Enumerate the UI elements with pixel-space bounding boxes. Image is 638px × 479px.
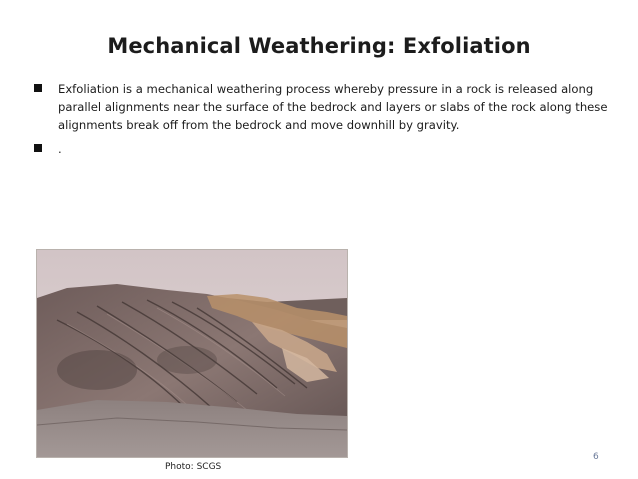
square-bullet-icon [34, 84, 42, 92]
bullet-item [34, 140, 614, 158]
page-number: 6 [593, 452, 599, 462]
bullet-text: . [58, 142, 62, 156]
square-bullet-icon [34, 144, 42, 152]
bullet-text: Exfoliation is a mechanical weathering process whereby pressure in a rock is released along parallel alignments near the surface of the bedrock and layers or slabs of the rock along these alignments break off from the bedrock and move downhill by gravity. [58, 82, 608, 132]
slide-title: Mechanical Weathering: Exfoliation [107, 34, 531, 58]
photo-caption: Photo: SCGS [165, 462, 222, 472]
bullet-item [34, 80, 614, 134]
exfoliation-photo [36, 249, 348, 458]
bullet-list [34, 80, 614, 164]
